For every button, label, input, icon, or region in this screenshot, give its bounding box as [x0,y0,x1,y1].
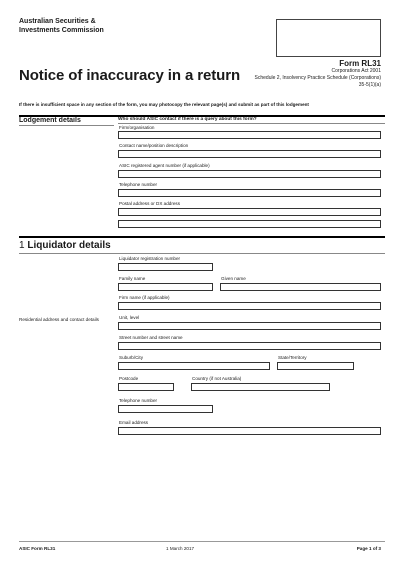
section-number: 1 [19,240,25,251]
postcode-label: Postcode [119,376,139,381]
unit-level-label: Unit, level [119,315,140,320]
registration-number-input[interactable] [118,263,213,271]
section-ref: 35-5(1)(a) [358,82,381,88]
firm-organisation-input[interactable] [118,131,381,139]
residential-address-label: Residential address and contact details [19,317,99,322]
lodgement-question: Who should ASIC contact if there is a query about this form? [118,117,257,122]
section-title: Liquidator details [27,240,111,251]
country-label: Country (if not Australia) [192,376,242,381]
form-legislation [221,68,381,89]
liquidator-heading-underline [19,253,385,254]
family-name-input[interactable] [118,283,213,291]
lodgement-heading-underline [19,125,114,126]
postal-address-input-line-1[interactable] [118,208,381,216]
family-name-label: Family name [119,276,146,281]
contact-name-label: Contact name/position description [119,143,189,148]
liquidator-phone-label: Telephone number [119,398,158,403]
firm-name-label: Firm name (if applicable) [119,295,170,300]
state-label: State/Territory [278,355,307,360]
given-name-input[interactable] [220,283,381,291]
street-input[interactable] [118,342,381,350]
firm-organisation-label: Firm/organisation [119,125,155,130]
contact-name-input[interactable] [118,150,381,158]
lodgement-phone-label: Telephone number [119,182,158,187]
organisation-line-1: Australian Securities & [19,18,96,25]
registration-number-label: Liquidator registration number [119,256,181,261]
liquidator-phone-input[interactable] [118,405,213,413]
lodgement-phone-input[interactable] [118,189,381,197]
email-input[interactable] [118,427,381,435]
section-divider [19,236,385,238]
postal-address-input-line-2[interactable] [118,220,381,228]
lodgement-question-underline [118,123,385,124]
state-input[interactable] [277,362,354,370]
footer-form-name: ASIC Form RL31 [19,546,56,551]
footer-date: 1 March 2017 [166,546,195,551]
firm-name-input[interactable] [118,302,381,310]
schedule-name: Schedule 2, Insolvency Practice Schedule (Corporations) [254,75,381,81]
instruction-note: If there is insufficient space in any section of the form, you may photocopy the relevant page(s) and submit as part of this lodgement [19,102,309,107]
liquidator-heading [19,240,111,251]
unit-level-input[interactable] [118,322,381,330]
agent-number-label: ASIC registered agent number (if applicable) [119,163,210,168]
suburb-input[interactable] [118,362,270,370]
lodgement-heading: Lodgement details [19,117,81,124]
organisation-line-2: Investments Commission [19,27,104,34]
footer-page-number: Page 1 of 3 [356,546,381,551]
street-label: Street number and street name [119,335,183,340]
page-title: Notice of inaccuracy in a return [19,67,241,84]
form-number: Form RL31 [339,59,381,68]
postal-address-label: Postal address or DX address [119,201,181,206]
act-name: Corporations Act 2001 [331,68,381,74]
organisation-name [19,17,159,35]
office-use-box [276,19,381,57]
country-input[interactable] [191,383,330,391]
email-label: Email address [119,420,149,425]
given-name-label: Given name [221,276,246,281]
suburb-label: Suburb/City [119,355,144,360]
postcode-input[interactable] [118,383,174,391]
footer-divider [19,541,385,542]
agent-number-input[interactable] [118,170,381,178]
